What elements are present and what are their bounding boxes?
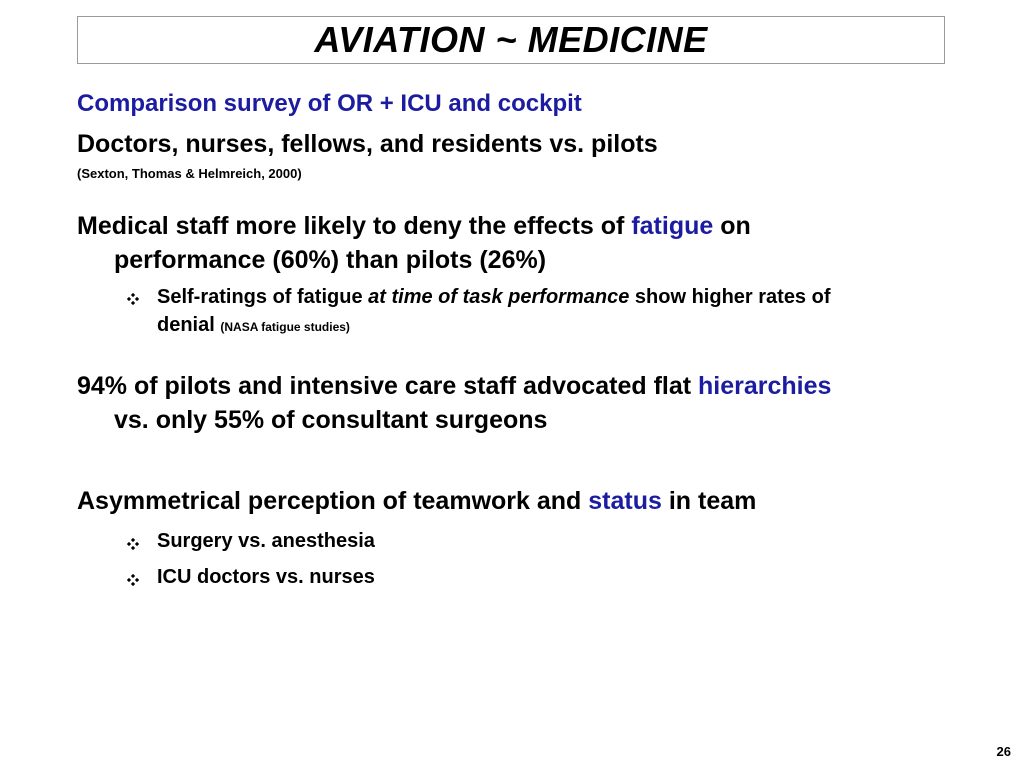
fatigue-statement-line2: performance (60%) than pilots (26%) xyxy=(114,246,547,274)
hierarchy-statement-line1 xyxy=(77,372,831,401)
survey-citation: (Sexton, Thomas & Helmreich, 2000) xyxy=(77,166,302,181)
self-ratings-line1 xyxy=(157,286,831,309)
diamond-bullet-icon xyxy=(126,573,140,587)
teamwork-statement xyxy=(77,487,756,516)
bullet-icu-nurses: ICU doctors vs. nurses xyxy=(157,566,375,588)
diamond-bullet-icon xyxy=(126,537,140,551)
page-number: 26 xyxy=(996,744,1011,759)
hierarchies-keyword: hierarchies xyxy=(698,372,832,400)
fatigue-statement-suffix: on xyxy=(720,212,751,240)
fatigue-keyword: fatigue xyxy=(631,212,714,240)
teamwork-statement-suffix: in team xyxy=(668,487,757,515)
bullet-surgery-anesthesia: Surgery vs. anesthesia xyxy=(157,530,375,552)
fatigue-statement-text: Medical staff more likely to deny the effects of xyxy=(77,212,625,240)
self-ratings-line2 xyxy=(157,314,350,337)
hierarchy-statement-text: 94% of pilots and intensive care staff advocated flat xyxy=(77,372,692,400)
teamwork-statement-text: Asymmetrical perception of teamwork and xyxy=(77,487,582,515)
denial-text: denial xyxy=(157,314,215,336)
survey-heading: Comparison survey of OR + ICU and cockpit xyxy=(77,90,582,117)
slide-title: AVIATION ~ MEDICINE xyxy=(314,19,708,60)
survey-subheading: Doctors, nurses, fellows, and residents vs. pilots xyxy=(77,130,658,158)
fatigue-statement-line1 xyxy=(77,212,751,241)
status-keyword: status xyxy=(588,487,662,515)
self-ratings-suffix: show higher rates of xyxy=(634,286,831,308)
nasa-note: (NASA fatigue studies) xyxy=(220,320,350,334)
self-ratings-italic: at time of task performance xyxy=(368,286,630,308)
title-box xyxy=(77,16,945,64)
hierarchy-statement-line2: vs. only 55% of consultant surgeons xyxy=(114,406,548,434)
diamond-bullet-icon xyxy=(126,292,140,306)
self-ratings-text: Self-ratings of fatigue xyxy=(157,286,363,308)
